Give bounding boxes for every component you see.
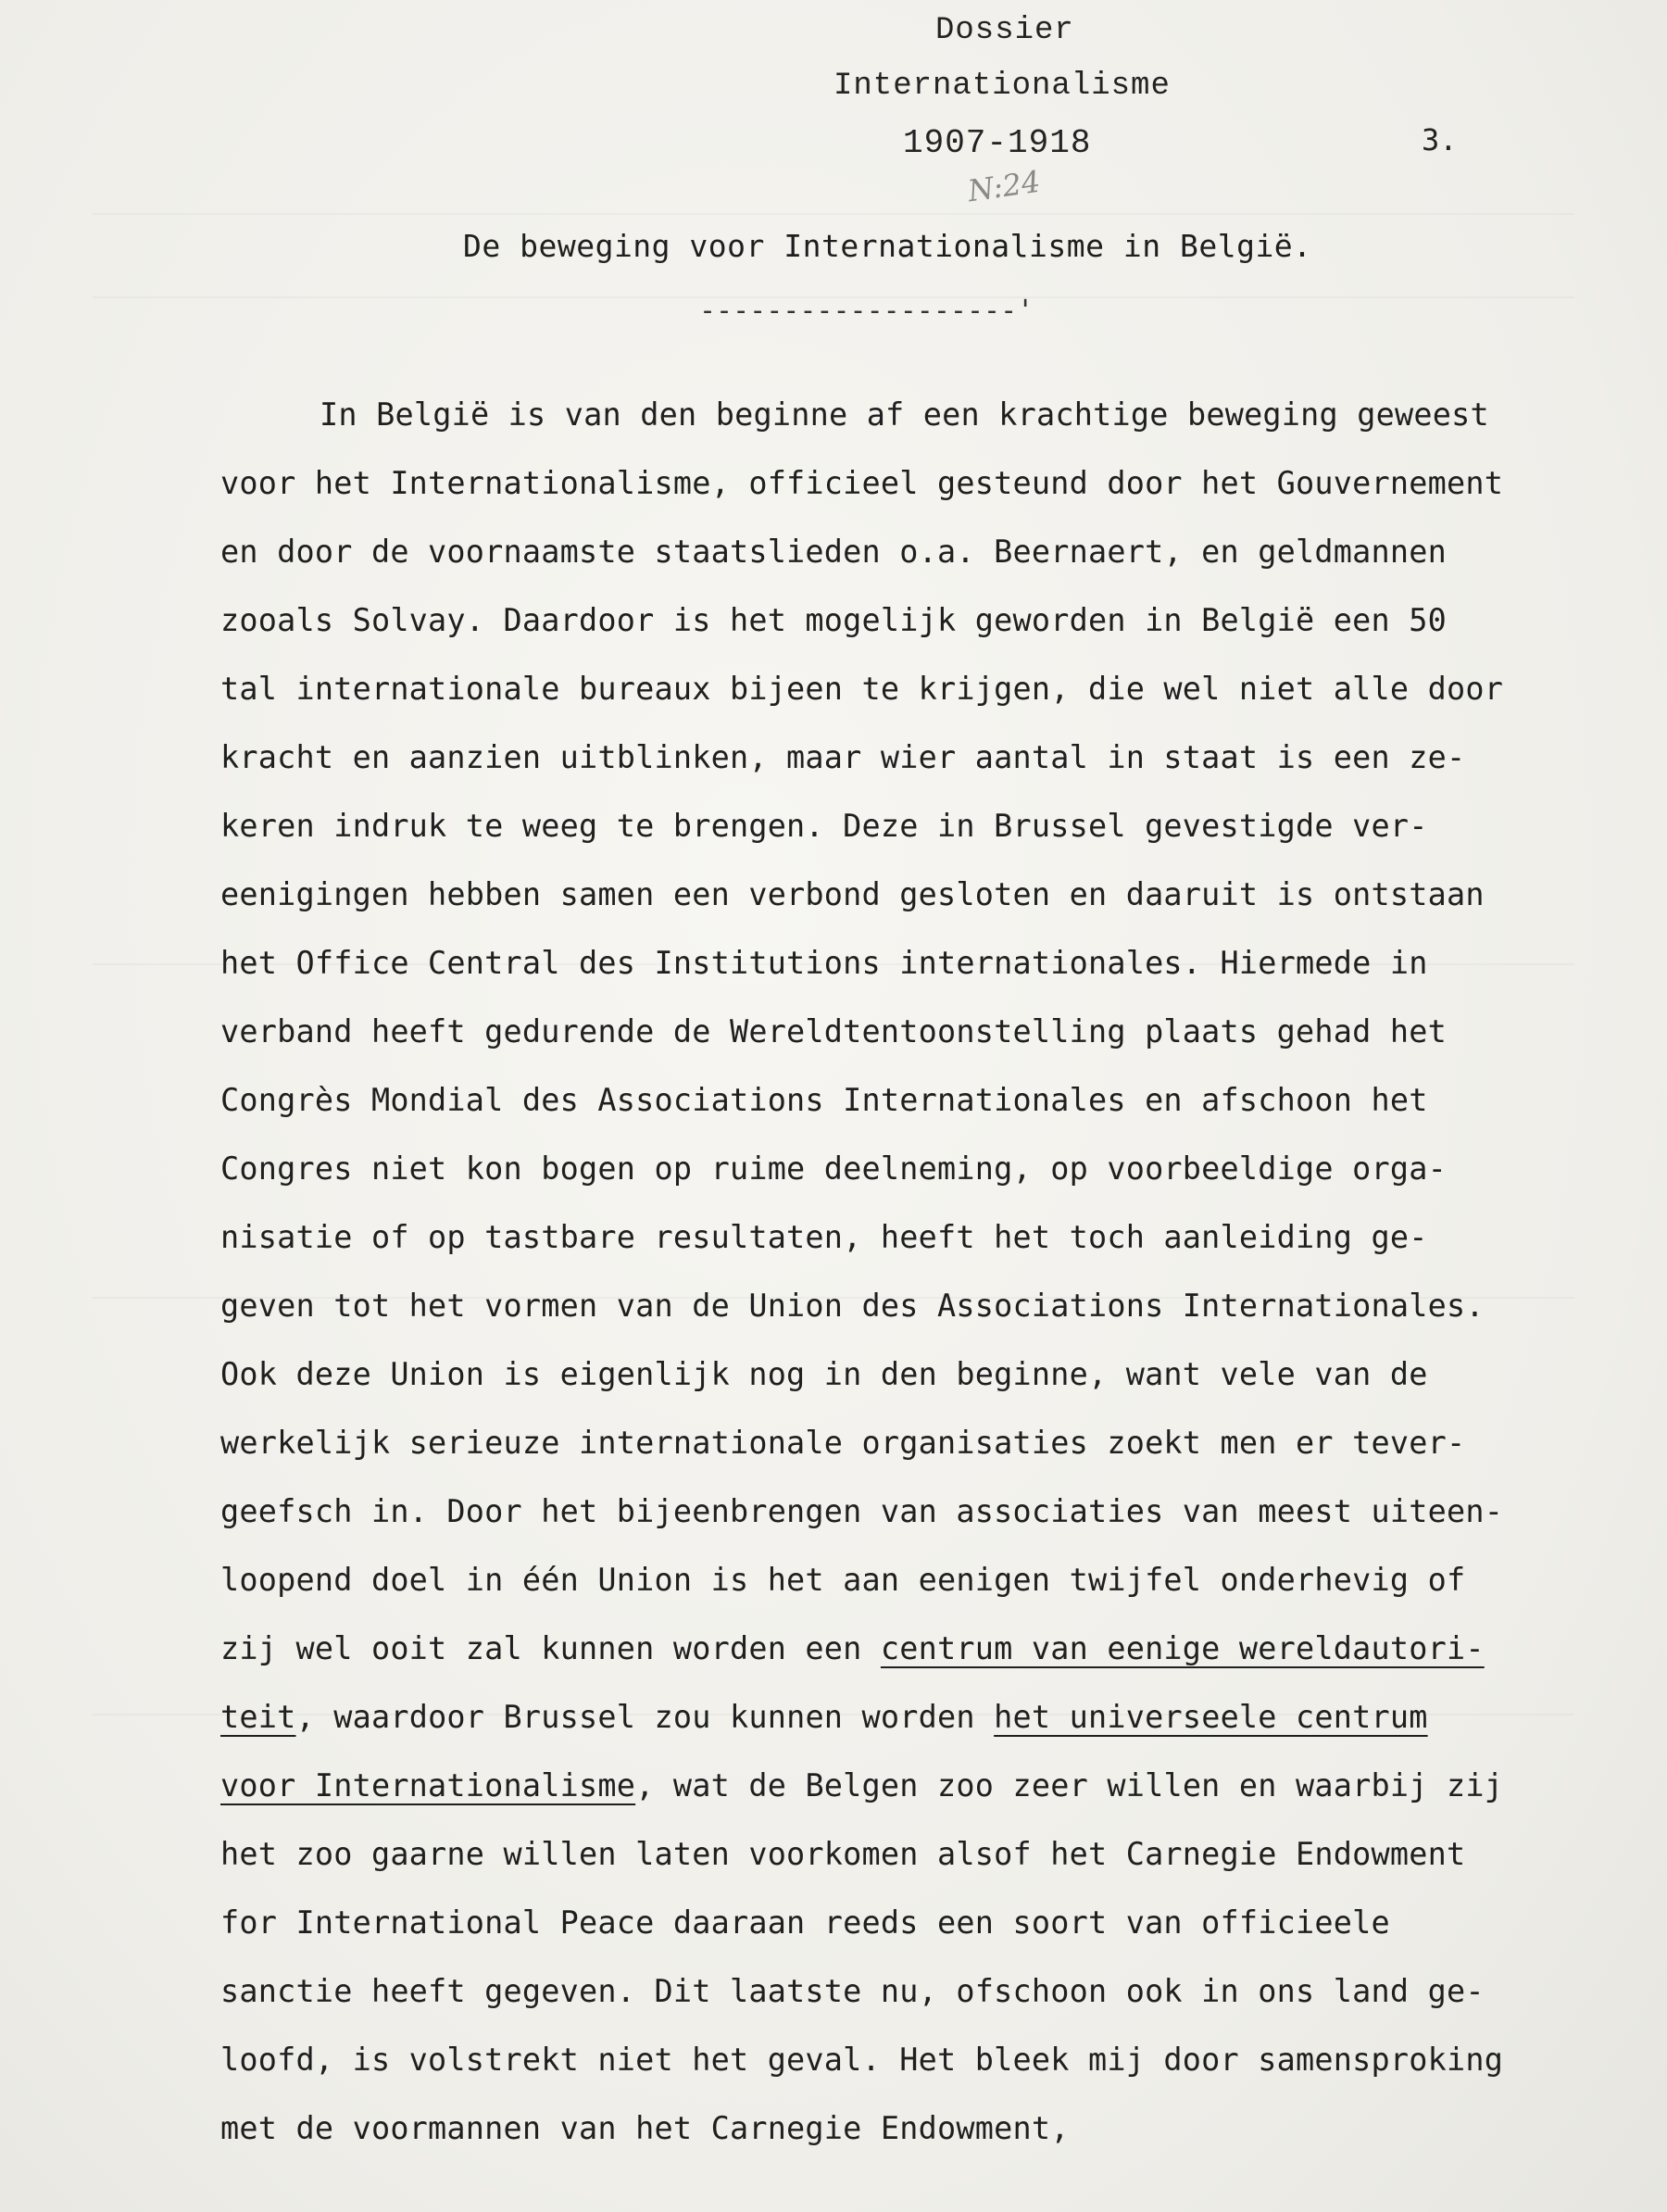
dossier-subject: Internationalisme [834, 69, 1171, 104]
body-line [220, 1767, 1503, 1804]
body-line: Congrès Mondial des Associations Internationales en afschoon het [220, 1082, 1428, 1118]
body-line: voor het Internationalisme, officieel gesteund door het Gouvernement [220, 465, 1504, 501]
body-line [220, 1630, 1485, 1666]
body-line: zooals Solvay. Daardoor is het mogelijk geworden in België een 50 [220, 602, 1447, 638]
body-line: Congres niet kon bogen op ruime deelneming, op voorbeeldige orga- [220, 1150, 1447, 1187]
body-line: het zoo gaarne willen laten voorkomen alsof het Carnegie Endowment [220, 1836, 1466, 1872]
underlined-phrase: teit [220, 1699, 296, 1735]
body-line: loopend doel in één Union is het aan eenigen twijfel onderhevig of [220, 1562, 1466, 1598]
body-line: en door de voornaamste staatslieden o.a. Beernaert, en geldmannen [220, 534, 1447, 570]
body-line: geven tot het vormen van de Union des Associations Internationales. [220, 1288, 1485, 1324]
body-line: kracht en aanzien uitblinken, maar wier aantal in staat is een ze- [220, 739, 1466, 775]
handwritten-archive-number: N:24 [965, 163, 1043, 209]
body-line: tal internationale bureaux bijeen te krijgen, die wel niet alle door [220, 671, 1504, 707]
title-underline-rule: -------------------' [699, 295, 1034, 327]
body-line [220, 1699, 1428, 1735]
dossier-years: 1907-1918 [903, 124, 1092, 162]
body-line: werkelijk serieuze internationale organisaties zoekt men er tever- [220, 1425, 1466, 1461]
body-line: met de voormannen van het Carnegie Endowment, [220, 2110, 1070, 2146]
document-title: De beweging voor Internationalisme in België. [463, 228, 1312, 264]
body-text-segment: , wat de Belgen zoo zeer willen en waarbij zij [635, 1767, 1504, 1804]
body-line: sanctie heeft gegeven. Dit laatste nu, ofschoon ook in ons land ge- [220, 1973, 1485, 2009]
page-number: 3. [1422, 122, 1458, 157]
body-line: loofd, is volstrekt niet het geval. Het bleek mij door samensproking [220, 2042, 1504, 2078]
body-line: keren indruk te weeg te brengen. Deze in Brussel gevestigde ver- [220, 808, 1428, 844]
body-line: Ook deze Union is eigenlijk nog in den beginne, want vele van de [220, 1356, 1428, 1392]
underlined-phrase: centrum van eenige wereldautori- [880, 1630, 1485, 1666]
body-line: geefsch in. Door het bijeenbrengen van associaties van meest uiteen- [220, 1493, 1504, 1529]
body-line: verband heeft gedurende de Wereldtentoonstelling plaats gehad het [220, 1013, 1447, 1049]
bleed-through-line [93, 213, 1574, 215]
underlined-phrase: het universeele centrum [994, 1699, 1428, 1735]
underlined-phrase: voor Internationalisme [220, 1767, 636, 1804]
body-line: eenigingen hebben samen een verbond gesloten en daaruit is ontstaan [220, 876, 1485, 912]
body-line: nisatie of op tastbare resultaten, heeft het toch aanleiding ge- [220, 1219, 1428, 1255]
body-line: In België is van den beginne af een krachtige beweging geweest [320, 396, 1489, 433]
body-line: het Office Central des Institutions internationales. Hiermede in [220, 945, 1428, 981]
dossier-label: Dossier [935, 13, 1074, 48]
body-text-segment: , waardoor Brussel zou kunnen worden [295, 1699, 995, 1735]
body-text-segment: zij wel ooit zal kunnen worden een [220, 1630, 881, 1666]
body-line: for International Peace daaraan reeds een soort van officieele [220, 1904, 1390, 1941]
